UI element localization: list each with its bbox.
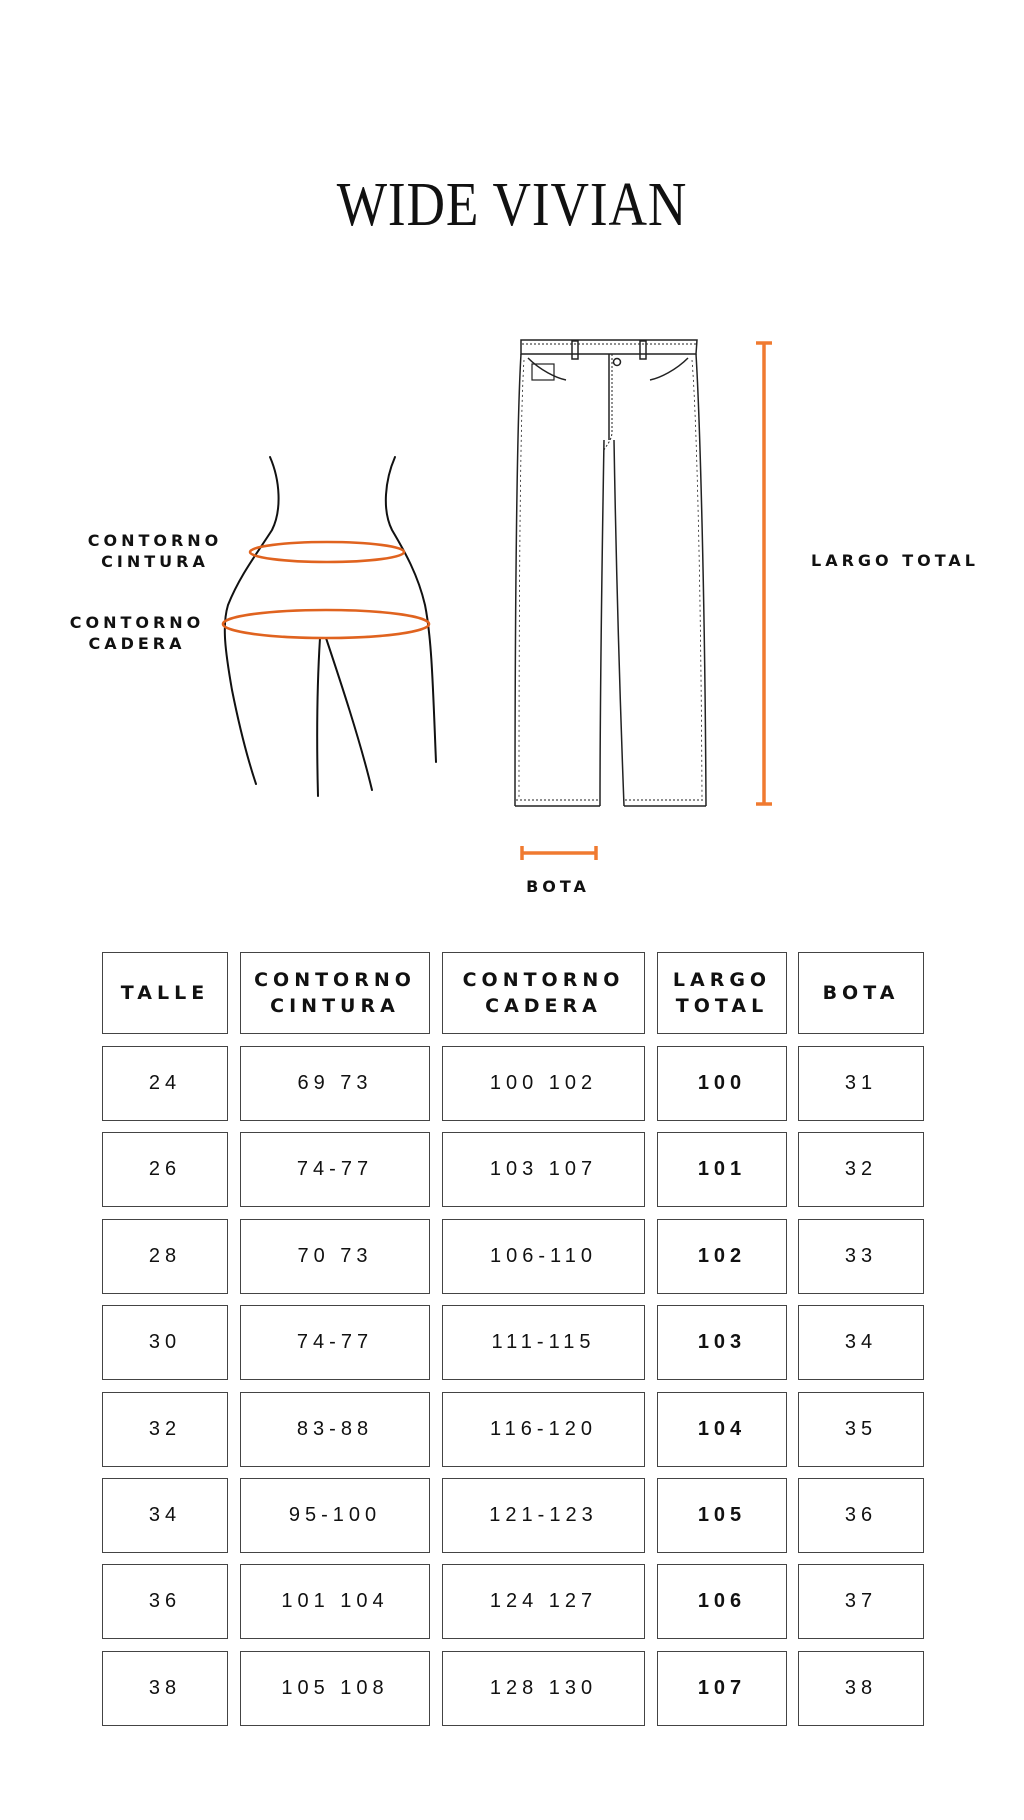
page-title: WIDE VIVIAN	[336, 171, 688, 239]
table-header-cell	[442, 952, 645, 1034]
hip-label-line1: CONTORNO	[69, 613, 205, 632]
table-cell: 101 104	[240, 1564, 430, 1639]
table-cell: 32	[798, 1132, 924, 1207]
hip-label	[62, 612, 212, 654]
table-cell: 107	[657, 1651, 787, 1726]
table-header-line2: TOTAL	[675, 995, 769, 1017]
table-header-text	[463, 967, 625, 1019]
waist-label-line2: CINTURA	[101, 552, 209, 571]
table-header-cell	[798, 952, 924, 1034]
table-header-cell	[240, 952, 430, 1034]
table-header-text	[673, 967, 771, 1019]
table-cell: 69 73	[240, 1046, 430, 1121]
table-header-text	[121, 980, 209, 1006]
measurement-rings	[223, 542, 429, 638]
table-header-line1: TALLE	[120, 982, 210, 1004]
table-cell: 34	[798, 1305, 924, 1380]
table-header-line1: BOTA	[822, 982, 900, 1004]
table-header-line1: CONTORNO	[254, 969, 416, 991]
table-cell: 34	[102, 1478, 228, 1553]
table-header-line1: CONTORNO	[462, 969, 625, 991]
table-cell: 36	[798, 1478, 924, 1553]
waist-label	[80, 530, 230, 572]
table-cell: 102	[657, 1219, 787, 1294]
table-cell: 103	[657, 1305, 787, 1380]
table-header-cell	[102, 952, 228, 1034]
table-header-text	[823, 980, 900, 1006]
table-cell: 116-120	[442, 1392, 645, 1467]
waist-ring-icon	[250, 542, 404, 562]
table-cell: 100	[657, 1046, 787, 1121]
table-cell: 36	[102, 1564, 228, 1639]
table-cell: 128 130	[442, 1651, 645, 1726]
table-header-line2: CADERA	[485, 995, 602, 1017]
table-cell: 104	[657, 1392, 787, 1467]
table-header-line2: CINTURA	[270, 995, 400, 1017]
table-cell: 111-115	[442, 1305, 645, 1380]
table-cell: 70 73	[240, 1219, 430, 1294]
table-cell: 38	[102, 1651, 228, 1726]
table-cell: 103 107	[442, 1132, 645, 1207]
table-cell: 105	[657, 1478, 787, 1553]
waist-label-line1: CONTORNO	[87, 531, 223, 550]
table-cell: 26	[102, 1132, 228, 1207]
table-cell: 106-110	[442, 1219, 645, 1294]
table-cell: 106	[657, 1564, 787, 1639]
table-cell: 33	[798, 1219, 924, 1294]
table-cell: 105 108	[240, 1651, 430, 1726]
table-cell: 124 127	[442, 1564, 645, 1639]
total-length-measure-icon	[756, 343, 772, 804]
table-cell: 24	[102, 1046, 228, 1121]
table-cell: 95-100	[240, 1478, 430, 1553]
hip-label-line2: CADERA	[88, 634, 186, 653]
table-cell: 101	[657, 1132, 787, 1207]
total-length-label: LARGO TOTAL	[811, 551, 979, 570]
hip-ring-icon	[223, 610, 429, 638]
table-cell: 74-77	[240, 1305, 430, 1380]
table-cell: 37	[798, 1564, 924, 1639]
table-cell: 30	[102, 1305, 228, 1380]
table-cell: 121-123	[442, 1478, 645, 1553]
table-header-line1: LARGO	[672, 969, 772, 991]
table-cell: 38	[798, 1651, 924, 1726]
table-header-cell	[657, 952, 787, 1034]
table-header-text	[254, 967, 416, 1019]
leg-opening-measure-icon	[522, 846, 596, 860]
table-cell: 32	[102, 1392, 228, 1467]
leg-opening-label: BOTA	[526, 877, 590, 896]
table-cell: 31	[798, 1046, 924, 1121]
table-cell: 74-77	[240, 1132, 430, 1207]
table-cell: 35	[798, 1392, 924, 1467]
table-cell: 28	[102, 1219, 228, 1294]
table-cell: 83-88	[240, 1392, 430, 1467]
table-cell: 100 102	[442, 1046, 645, 1121]
